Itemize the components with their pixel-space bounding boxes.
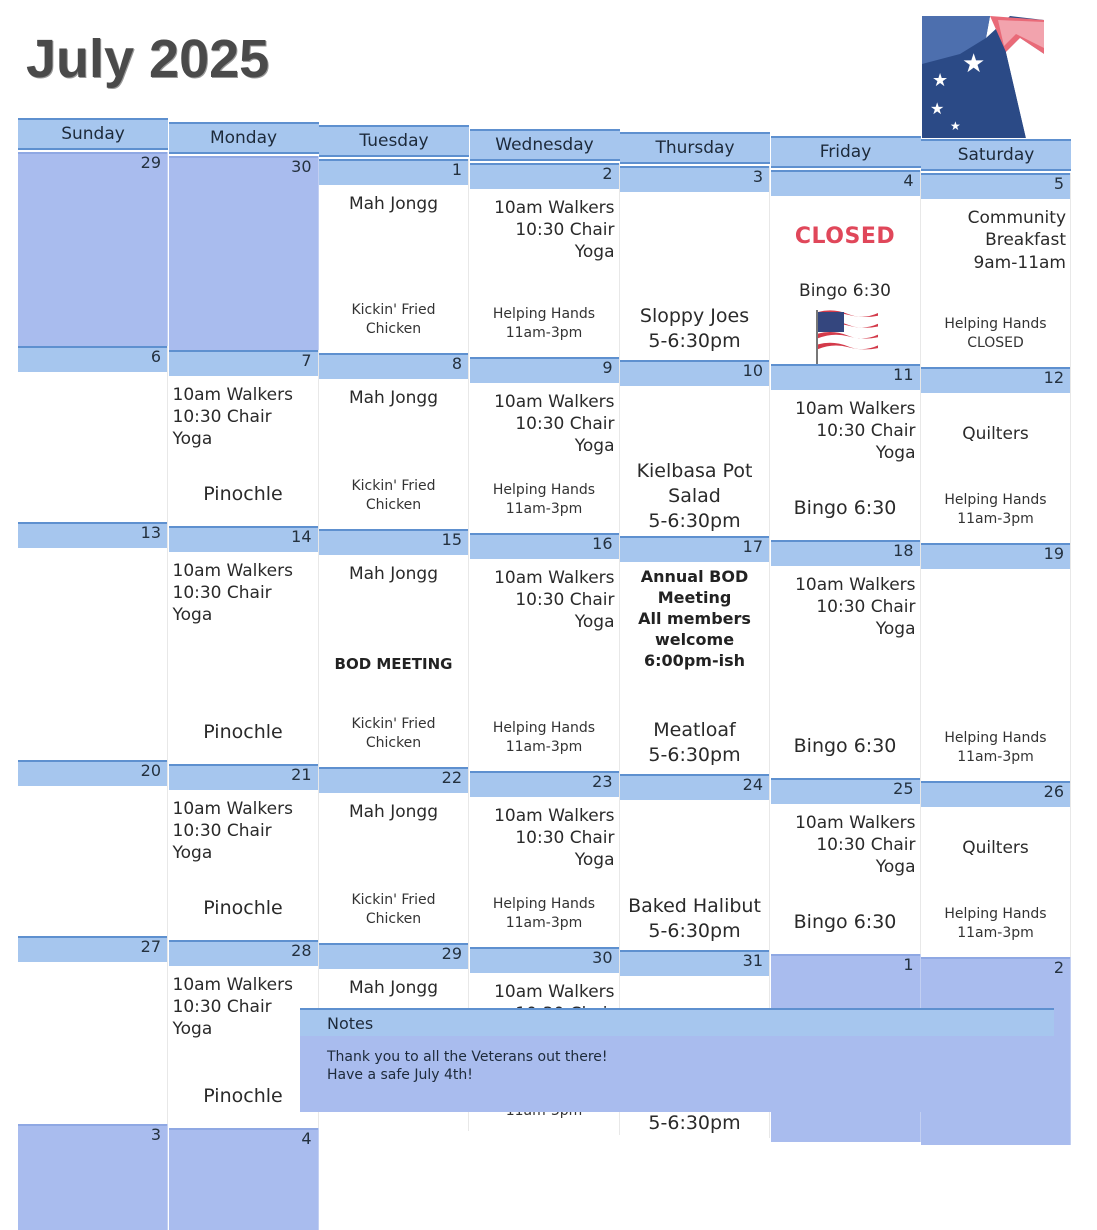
- day-cell[interactable]: [319, 529, 469, 767]
- american-flag-icon: [811, 308, 881, 364]
- date-bar: [470, 357, 619, 383]
- day-cell[interactable]: [921, 543, 1071, 781]
- event-bottom: Helping Hands 11am-3pm: [944, 492, 1047, 528]
- date-number: 1: [903, 954, 914, 974]
- closed-badge: CLOSED: [794, 223, 896, 249]
- event-bottom: Helping Hands 11am-3pm: [944, 730, 1047, 766]
- date-number: 4: [301, 1128, 312, 1148]
- event-bottom: Meatloaf 5-6:30pm: [648, 718, 741, 766]
- date-bar: [771, 954, 920, 980]
- notes-header-bar: [300, 1008, 1054, 1036]
- event-top: 10am Walkers 10:30 Chair Yoga: [795, 574, 916, 640]
- event-top: 10am Walkers 10:30 Chair Yoga: [795, 812, 916, 878]
- event-top: 10am Walkers: [494, 981, 615, 1002]
- day-cell[interactable]: [18, 760, 168, 936]
- date-number: 14: [291, 526, 312, 546]
- day-header-sunday: Sunday: [18, 118, 168, 150]
- day-cell[interactable]: [169, 350, 319, 526]
- date-number: 20: [140, 761, 161, 780]
- date-bar: [18, 1124, 167, 1150]
- date-bar: [319, 159, 468, 185]
- svg-text:★: ★: [962, 49, 986, 79]
- date-number: 13: [140, 523, 161, 542]
- date-bar: [470, 163, 619, 189]
- date-number: 25: [893, 778, 914, 798]
- day-cell[interactable]: [18, 1124, 168, 1230]
- day-cell[interactable]: [319, 159, 469, 353]
- day-cell[interactable]: [169, 764, 319, 940]
- day-cell[interactable]: [169, 1128, 319, 1230]
- day-cell[interactable]: [319, 767, 469, 943]
- event-top: Mah Jongg: [348, 802, 439, 822]
- date-number: 29: [441, 944, 462, 963]
- event-bottom: Bingo 6:30: [793, 911, 897, 934]
- date-number: 21: [291, 764, 312, 784]
- event-top: 10am Walkers 10:30 Chair Yoga: [494, 391, 615, 457]
- notes-box: [300, 1008, 1054, 1112]
- day-cell[interactable]: [620, 360, 770, 536]
- date-number: 31: [742, 951, 763, 970]
- day-cell[interactable]: [169, 526, 319, 764]
- event-top: 10am Walkers 10:30 Chair Yoga: [494, 567, 615, 633]
- day-header-wednesday: Wednesday: [470, 129, 620, 161]
- day-cell[interactable]: [169, 940, 319, 1128]
- notes-text: Thank you to all the Veterans out there! Have a safe July 4th!: [327, 1049, 608, 1084]
- event-top: Mah Jongg: [348, 564, 439, 584]
- event-bottom: Helping Hands 11am-3pm: [492, 305, 596, 341]
- date-number: 27: [140, 937, 161, 956]
- date-number: 15: [441, 530, 462, 549]
- day-header-thursday: Thursday: [620, 132, 770, 164]
- event-top: 10am Walkers 10:30 Chair Yoga: [172, 384, 293, 450]
- day-cell[interactable]: [620, 166, 770, 360]
- event-top: Mah Jongg: [348, 388, 439, 408]
- date-number: 10: [742, 361, 763, 380]
- date-number: 29: [140, 153, 161, 172]
- date-number: 2: [602, 163, 613, 183]
- day-cell[interactable]: [921, 781, 1071, 957]
- date-bar: [169, 1128, 318, 1154]
- date-number: 23: [592, 771, 613, 791]
- date-number: 7: [301, 350, 312, 370]
- day-cell[interactable]: [771, 540, 921, 778]
- day-header-saturday: Saturday: [921, 139, 1071, 171]
- date-number: 1: [451, 160, 462, 179]
- event-bottom: Kickin' Fried Chicken: [351, 478, 436, 514]
- day-cell[interactable]: [470, 771, 620, 947]
- page-title: July 2025: [26, 29, 270, 89]
- event-bottom: Helping Hands 11am-3pm: [492, 481, 596, 517]
- date-bar: [319, 353, 468, 379]
- date-number: 12: [1043, 368, 1064, 387]
- date-number: 9: [602, 357, 613, 377]
- day-cell[interactable]: [470, 533, 620, 771]
- date-bar: [921, 957, 1070, 983]
- svg-text:★: ★: [932, 70, 949, 91]
- day-cell[interactable]: [771, 364, 921, 540]
- column-monday: [169, 118, 319, 1230]
- day-header-tuesday: Tuesday: [319, 125, 469, 157]
- day-cell[interactable]: [169, 156, 319, 350]
- event-top: Mah Jongg: [348, 978, 439, 998]
- event-bottom: Kickin' Fried Chicken: [351, 302, 436, 338]
- event-bottom: Kielbasa Pot Salad 5-6:30pm: [636, 459, 753, 532]
- event-bottom: Baked Halibut 5-6:30pm: [628, 894, 761, 942]
- day-cell[interactable]: [620, 536, 770, 774]
- day-header-monday: Monday: [169, 122, 319, 154]
- event-top: 10am Walkers 10:30 Chair Yoga: [172, 560, 293, 626]
- date-number: 2: [1053, 958, 1064, 977]
- date-number: 3: [150, 1125, 161, 1144]
- event-bottom: Kickin' Fried Chicken: [351, 892, 436, 928]
- event-top: 10am Walkers 10:30 Chair Yoga: [172, 974, 293, 1040]
- day-cell[interactable]: [921, 367, 1071, 543]
- date-bar: [921, 173, 1070, 199]
- day-cell[interactable]: [771, 778, 921, 954]
- day-cell[interactable]: [470, 163, 620, 357]
- day-header-friday: Friday: [771, 136, 921, 168]
- event-top: Community Breakfast 9am-11am: [967, 208, 1066, 273]
- event-top: 10am Walkers 10:30 Chair Yoga: [172, 798, 293, 864]
- column-sunday: [18, 118, 168, 1230]
- event-bottom: 5-6:30pm: [648, 1111, 741, 1134]
- event-bottom: Helping Hands 11am-3pm: [492, 719, 596, 755]
- date-number: 4: [903, 170, 914, 190]
- day-cell[interactable]: [18, 522, 168, 760]
- event-top: Quilters: [962, 838, 1029, 858]
- event-bottom: Helping Hands 11am-3pm: [944, 906, 1047, 942]
- event-note: BOD MEETING: [334, 655, 453, 673]
- event-bottom: Helping Hands CLOSED: [944, 316, 1047, 352]
- event-top: Quilters: [962, 424, 1029, 444]
- event-bottom: Pinochle: [203, 483, 283, 506]
- notes-title: Notes: [327, 1014, 374, 1033]
- event-bottom: Helping Hands 11am-3pm: [492, 895, 596, 931]
- event-bottom: Pinochle: [203, 1085, 283, 1108]
- date-number: 30: [291, 156, 312, 176]
- event-bottom: Sloppy Joes 5-6:30pm: [639, 304, 750, 352]
- date-number: 8: [451, 354, 462, 373]
- date-number: 26: [1043, 782, 1064, 801]
- event-top: Annual BOD Meeting All members welcome 6:00pm-ish: [638, 567, 751, 671]
- date-number: 5: [1053, 174, 1064, 193]
- day-cell[interactable]: [18, 346, 168, 522]
- day-cell[interactable]: [921, 173, 1071, 367]
- date-number: 19: [1043, 544, 1064, 563]
- event-top: 10am Walkers 10:30 Chair Yoga: [795, 398, 916, 464]
- svg-text:★: ★: [950, 119, 961, 133]
- event-top: 10am Walkers 10:30 Chair Yoga: [494, 805, 615, 871]
- date-number: 22: [441, 768, 462, 787]
- date-bar: [620, 166, 769, 192]
- event-bingo: Bingo 6:30: [799, 280, 891, 301]
- date-number: 3: [752, 167, 763, 186]
- date-number: 16: [592, 533, 613, 553]
- day-cell[interactable]: [319, 353, 469, 529]
- date-number: 11: [893, 364, 914, 384]
- event-bottom: Pinochle: [203, 721, 283, 744]
- date-number: 30: [592, 947, 613, 967]
- date-bar: [169, 350, 318, 376]
- event-bottom: Bingo 6:30: [793, 497, 897, 520]
- date-number: 24: [742, 775, 763, 794]
- day-cell[interactable]: [620, 774, 770, 950]
- event-bottom: Pinochle: [203, 897, 283, 920]
- day-cell[interactable]: [470, 357, 620, 533]
- event-top: Mah Jongg: [348, 194, 439, 214]
- event-bottom: Bingo 6:30: [793, 735, 897, 758]
- event-bottom: Kickin' Fried Chicken: [351, 716, 436, 752]
- date-number: 18: [893, 540, 914, 560]
- date-bar: [771, 170, 920, 196]
- date-number: 28: [291, 940, 312, 960]
- svg-text:★: ★: [930, 99, 945, 118]
- day-cell[interactable]: [18, 936, 168, 1124]
- date-bar: [18, 346, 167, 372]
- event-top: 10am Walkers 10:30 Chair Yoga: [494, 197, 615, 263]
- day-cell[interactable]: [771, 170, 921, 364]
- date-number: 17: [742, 537, 763, 556]
- date-number: 6: [150, 347, 161, 366]
- day-cell[interactable]: [18, 152, 168, 346]
